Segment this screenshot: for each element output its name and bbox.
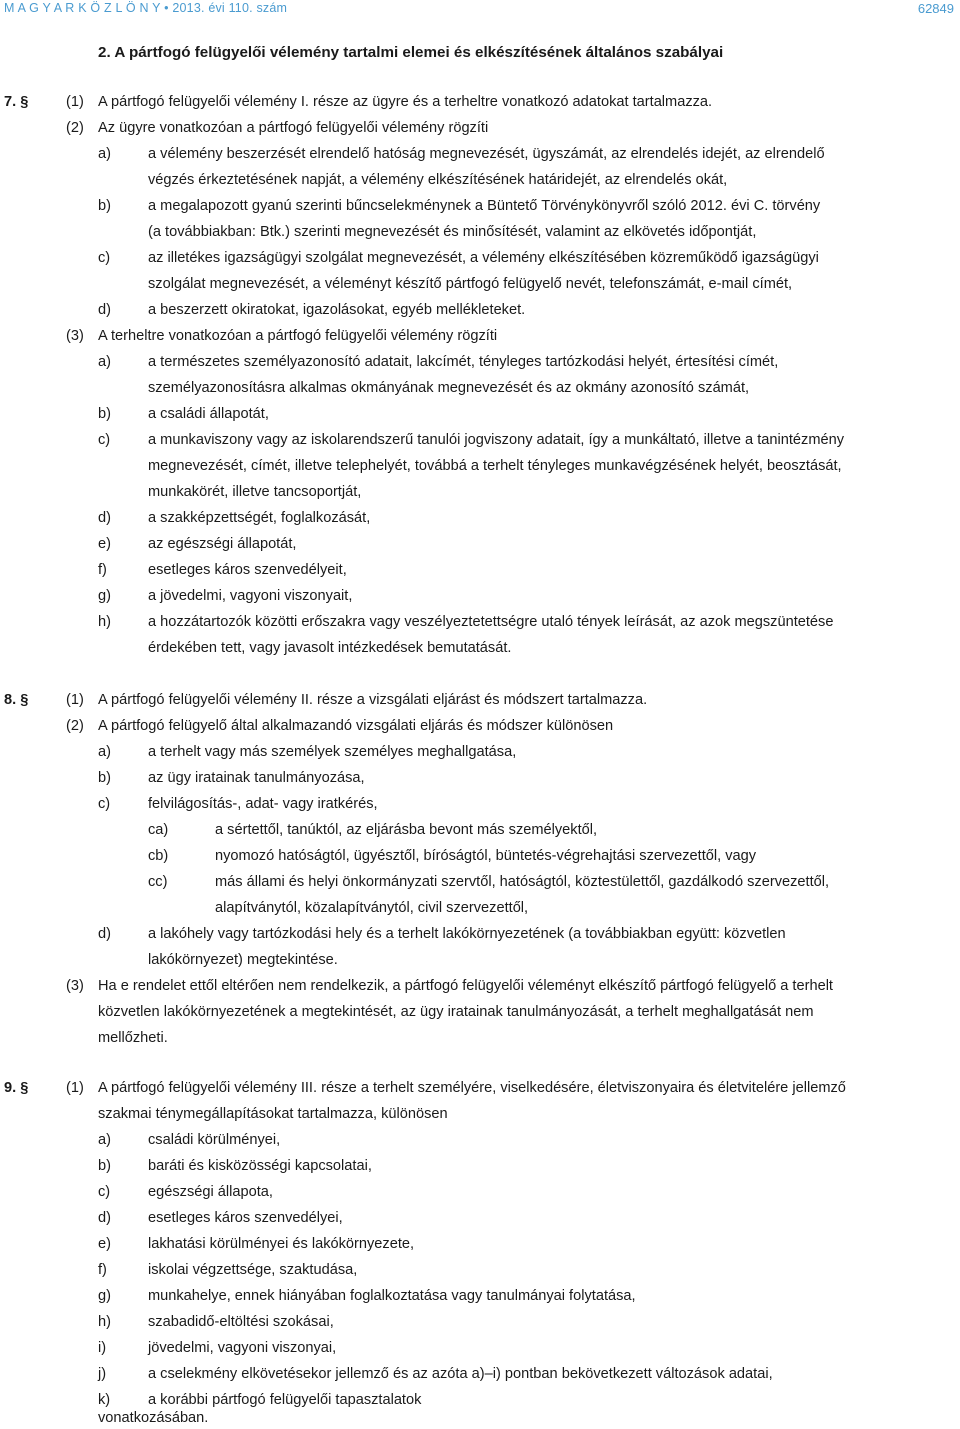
point-letter: b) xyxy=(98,406,111,422)
line-text: (a továbbiakban: Btk.) szerinti megnevezését és minősítését, valamint az elkövetés időpontját, xyxy=(148,224,757,240)
line-text: vonatkozásában. xyxy=(98,1410,209,1426)
subpoint-letter: cc) xyxy=(148,874,168,890)
point-letter: g) xyxy=(98,1288,111,1304)
point-letter: a) xyxy=(98,146,111,162)
point-letter: b) xyxy=(98,198,111,214)
line-text: felvilágosítás-, adat- vagy iratkérés, xyxy=(148,796,378,812)
point-letter: d) xyxy=(98,302,111,318)
line-text: szolgálat megnevezését, a véleményt készítő pártfogó felügyelő nevét, telefonszámát, e-mail címét, xyxy=(148,276,793,292)
point-letter: j) xyxy=(98,1366,107,1382)
line-text: Az ügyre vonatkozóan a pártfogó felügyelői vélemény rögzíti xyxy=(98,120,489,136)
point-letter: c) xyxy=(98,432,111,448)
line-text: nyomozó hatóságtól, ügyésztől, bíróságtól, büntetés-végrehajtási szervezettől, vagy xyxy=(215,848,757,864)
line-text: A terheltre vonatkozóan a pártfogó felügyelői vélemény rögzíti xyxy=(98,328,498,344)
point-letter: c) xyxy=(98,796,111,812)
line-text: a családi állapotát, xyxy=(148,406,269,422)
line-text: szakmai ténymegállapításokat tartalmazza, különösen xyxy=(98,1106,448,1122)
subpoint-letter: ca) xyxy=(148,822,169,838)
point-letter: b) xyxy=(98,1158,111,1174)
subsection-number: (1) xyxy=(66,94,84,110)
section-number: 8. § xyxy=(4,692,29,708)
line-text: A pártfogó felügyelői vélemény II. része a vizsgálati eljárást és módszert tartalmazza. xyxy=(98,692,648,708)
subpoint-letter: cb) xyxy=(148,848,169,864)
point-letter: h) xyxy=(98,1314,111,1330)
line-text: a beszerzett okiratokat, igazolásokat, egyéb mellékleteket. xyxy=(148,302,526,318)
subsection-number: (3) xyxy=(66,978,84,994)
point-letter: b) xyxy=(98,770,111,786)
subsection-number: (2) xyxy=(66,120,84,136)
page-header xyxy=(0,0,960,22)
line-text: az illetékes igazságügyi szolgálat megnevezését, a vélemény elkészítésében közreműködő igazságügyi xyxy=(148,250,819,266)
line-text: munkahelye, ennek hiányában foglalkoztatása vagy tanulmányai folytatása, xyxy=(148,1288,636,1304)
line-text: más állami és helyi önkormányzati szervtől, hatóságtól, köztestülettől, gazdálkodó szervezettől, xyxy=(215,874,830,890)
point-letter: a) xyxy=(98,744,111,760)
line-text: alapítványtól, közalapítványtól, civil szervezettől, xyxy=(215,900,529,916)
subsection-number: (2) xyxy=(66,718,84,734)
line-text: családi körülményei, xyxy=(148,1132,281,1148)
line-text: jövedelmi, vagyoni viszonyai, xyxy=(148,1340,337,1356)
point-letter: e) xyxy=(98,536,111,552)
point-letter: g) xyxy=(98,588,111,604)
line-text: lakhatási körülményei és lakókörnyezete, xyxy=(148,1236,415,1252)
line-text: A pártfogó felügyelői vélemény I. része az ügyre és a terheltre vonatkozó adatokat tartalmazza. xyxy=(98,94,713,110)
line-text: a sértettől, tanúktól, az eljárásba bevont más személyektől, xyxy=(215,822,598,838)
line-text: Ha e rendelet ettől eltérően nem rendelkezik, a pártfogó felügyelői véleményt elkészítő pártfogó felügyelő a terhelt xyxy=(98,978,833,994)
line-text: a terhelt vagy más személyek személyes meghallgatása, xyxy=(148,744,517,760)
line-text: egészségi állapota, xyxy=(148,1184,273,1200)
point-letter: f) xyxy=(98,562,107,578)
subsection-number: (1) xyxy=(66,692,84,708)
point-letter: e) xyxy=(98,1236,111,1252)
point-letter: f) xyxy=(98,1262,107,1278)
line-text: iskolai végzettsége, szaktudása, xyxy=(148,1262,358,1278)
subsection-number: (3) xyxy=(66,328,84,344)
line-text: mellőzheti. xyxy=(98,1030,168,1046)
line-text: érdekében tett, vagy javasolt intézkedések bemutatását. xyxy=(148,640,512,656)
line-text: az ügy iratainak tanulmányozása, xyxy=(148,770,365,786)
line-text: közvetlen lakókörnyezetének a megtekintését, az ügy iratainak tanulmányozását, a terhelt meghallgatását nem xyxy=(98,1004,814,1020)
publication-name: M A G Y A R K Ö Z L Ö N Y • 2013. évi 110. szám xyxy=(4,1,288,15)
line-text: esetleges káros szenvedélyei, xyxy=(148,1210,343,1226)
point-letter: c) xyxy=(98,1184,111,1200)
line-text: végzés érkeztetésének napját, a vélemény elkészítésének határidejét, az elrendelés okát, xyxy=(148,172,728,188)
point-letter: d) xyxy=(98,1210,111,1226)
point-letter: d) xyxy=(98,926,111,942)
section-number: 9. § xyxy=(4,1080,29,1096)
line-text: a hozzátartozók közötti erőszakra vagy veszélyeztetettségre utaló tények leírását, az azok megszüntetése xyxy=(148,614,834,630)
point-letter: k) xyxy=(98,1392,111,1408)
line-text: a vélemény beszerzését elrendelő hatóság megnevezését, ügyszámát, az elrendelés idejét, az elrendelő xyxy=(148,146,825,162)
point-letter: i) xyxy=(98,1340,107,1356)
line-text: a természetes személyazonosító adatait, lakcímét, tényleges tartózkodási helyét, értesítési címét, xyxy=(148,354,779,370)
point-letter: h) xyxy=(98,614,111,630)
line-text: a lakóhely vagy tartózkodási hely és a terhelt lakókörnyezetének (a továbbiakban együtt: közvetlen xyxy=(148,926,786,942)
line-text: munkakörét, illetve tancsoportját, xyxy=(148,484,362,500)
line-text: a szakképzettségét, foglalkozását, xyxy=(148,510,371,526)
line-text: a korábbi pártfogó felügyelői tapasztalatok xyxy=(148,1392,422,1408)
line-text: baráti és kisközösségi kapcsolatai, xyxy=(148,1158,372,1174)
line-text: a jövedelmi, vagyoni viszonyait, xyxy=(148,588,353,604)
line-text: a cselekmény elkövetésekor jellemző és az azóta a)–i) pontban bekövetkezett változások adatai, xyxy=(148,1366,773,1382)
point-letter: c) xyxy=(98,250,111,266)
point-letter: d) xyxy=(98,510,111,526)
line-text: A pártfogó felügyelői vélemény III. része a terhelt személyére, viselkedésére, életviszonyaira és életvitelére jellemző xyxy=(98,1080,846,1096)
point-letter: a) xyxy=(98,1132,111,1148)
page-number: 62849 xyxy=(917,1,954,16)
line-text: a megalapozott gyanú szerinti bűncselekménynek a Büntető Törvénykönyvről szóló 2012. évi C. törvény xyxy=(148,198,821,214)
point-letter: a) xyxy=(98,354,111,370)
line-text: megnevezését, címét, illetve telephelyét, továbbá a terhelt tényleges munkavégzésének helyét, beosztását, xyxy=(148,458,842,474)
line-text: személyazonosításra alkalmas okmányának megnevezését és az okmány azonosító számát, xyxy=(148,380,750,396)
section-title: 2. A pártfogó felügyelői vélemény tartalmi elemei és elkészítésének általános szabályai xyxy=(98,44,724,61)
line-text: a munkaviszony vagy az iskolarendszerű tanulói jogviszony adatait, így a munkáltató, illetve a tanintézmény xyxy=(148,432,845,448)
subsection-number: (1) xyxy=(66,1080,84,1096)
line-text: az egészségi állapotát, xyxy=(148,536,297,552)
line-text: A pártfogó felügyelő által alkalmazandó vizsgálati eljárás és módszer különösen xyxy=(98,718,614,734)
line-text: szabadidő-eltöltési szokásai, xyxy=(148,1314,334,1330)
section-number: 7. § xyxy=(4,94,29,110)
line-text: esetleges káros szenvedélyeit, xyxy=(148,562,347,578)
line-text: lakókörnyezet) megtekintése. xyxy=(148,952,338,968)
